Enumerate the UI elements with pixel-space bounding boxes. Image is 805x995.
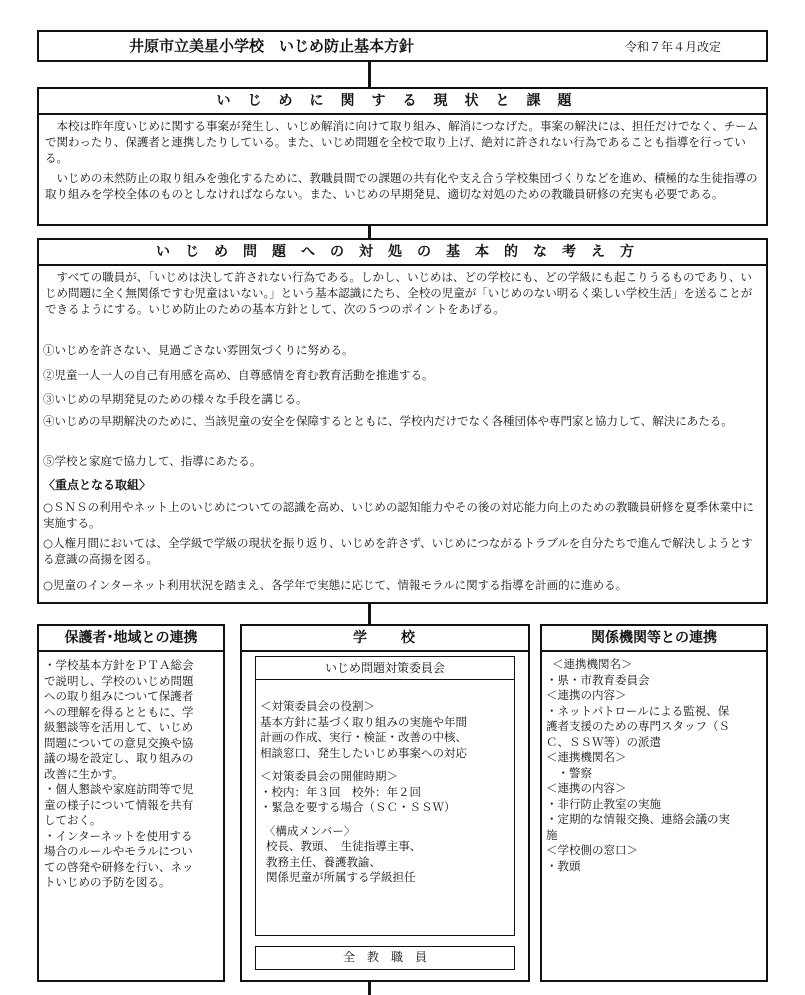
agencies-line: ＜連携機関名＞ <box>546 750 627 764</box>
committee-line: ・校内：年３回 校外：年２回 <box>260 784 421 799</box>
current-paragraph: いじめの未然防止の取り組みを強化するために、教職員間での課題の共有化や支え合う学校集団づくりなどを進め、積極的な生徒指導の取り組みを学校全体のものとしなければならない。また、いじめの早期発見、適切な対処のための教職員研修の充実も必要である。 <box>45 171 758 201</box>
current-paragraph: 本校は昨年度いじめに関する事案が発生し、いじめ解消に向けて取り組み、解消につなげた。事案の解決には、担任だけでなく、チームで関わったり、保護者と連携したりしている。また、いじめ問題を全校で取り上げ、絶対に許されない行為であることも指導を行っている。 <box>45 119 759 165</box>
agencies-line: ＜連携機関名＞ <box>552 657 633 671</box>
committee-line <box>260 761 467 769</box>
point-item: ④いじめの早期解決のために、当該児童の安全を保障するとともに、学校内だけでなく各種団体や専門家と協力して、解決にあたる。 <box>43 414 733 428</box>
committee-line: 基本方針に基づく取り組みの実施や年間 <box>260 714 467 729</box>
point-item: ③いじめの早期発見のための様々な手段を講じる。 <box>43 392 308 406</box>
guardians-line: への取り組みについて保護者 <box>44 689 194 703</box>
connector-line <box>368 62 371 87</box>
current-situation-heading: いじめに関する現状と課題 <box>39 89 766 115</box>
guardians-heading: 保護者･地域との連携 <box>39 626 223 652</box>
committee-line: 関係児童が所属する学級担任 <box>266 870 416 884</box>
approach-section <box>37 238 768 604</box>
guardians-text <box>44 658 194 891</box>
agencies-text <box>546 657 730 874</box>
agencies-line: Ｃ、ＳＳＷ等）の派遣 <box>546 734 661 749</box>
guardians-line: 改善に生かす。 <box>44 766 124 781</box>
guardians-line: ・個人懇談や家庭訪問等で児 <box>44 782 194 796</box>
guardians-line: への理解を得るとともに、学 <box>44 704 194 719</box>
all-staff-label: 全 教 職 員 <box>342 950 427 964</box>
revision-date: 令和７年４月改定 <box>625 40 722 54</box>
agencies-heading: 関係機関等との連携 <box>542 626 766 652</box>
focus-item: ○人権月間においては、全学級で学級の現状を振り返り、いじめを許さず、いじめにつながるトラブルを自分たちで進んで解決しようとする意識の高揚を図る。 <box>43 536 753 566</box>
agencies-line: 施 <box>546 827 558 842</box>
point-item: ⑤学校と家庭で協力して、指導にあたる。 <box>43 454 262 468</box>
guardians-section <box>37 624 225 982</box>
approach-heading: いじめ問題への対処の基本的な考え方 <box>39 240 766 266</box>
agencies-line: ・定期的な情報交換、連絡会議の実 <box>546 812 730 826</box>
focus-item: ○ＳＮＳの利用やネット上のいじめについての認識を高め、いじめの認知能力やその後の対応能力向上のための教職員研修を夏季休業中に実施する。 <box>43 500 754 530</box>
title-box <box>37 30 768 62</box>
agencies-line: ・県・市教育委員会 <box>546 672 650 687</box>
committee-line: 〈構成メンバー〉 <box>264 823 356 838</box>
point-item: ②児童一人一人の自己有用感を高め、自尊感情を育む教育活動を推進する。 <box>43 368 434 382</box>
guardians-line: ・インターネットを使用する <box>44 828 193 843</box>
committee-line: ・緊急を要する場合（ＳＣ・ＳＳＷ） <box>260 800 456 814</box>
school-heading: 学 校 <box>242 626 528 652</box>
committee-line: 校長、教頭、 生徒指導主事、 <box>266 839 422 853</box>
agencies-line: ・非行防止教室の実施 <box>546 796 661 811</box>
agencies-line: ＜連携の内容＞ <box>546 688 627 702</box>
committee-line: 教務主任、養護教諭、 <box>266 854 381 869</box>
connector-line <box>368 982 371 995</box>
agencies-line: ・ネットパトロールによる監視、保 <box>546 703 730 718</box>
school-section <box>240 624 530 982</box>
guardians-line: 童の様子について情報を共有 <box>44 797 194 812</box>
committee-line: ＜対策委員会の開催時期＞ <box>260 769 398 783</box>
current-situation-section <box>37 87 768 226</box>
agencies-section <box>540 624 768 982</box>
approach-intro: すべての職員が、「いじめは決して許されない行為である。しかし、いじめは、どの学校にも、どの学級にも起こりうるものであり、いじめ問題に全く無関係ですむ児童はいない。」という基本認識にたち、全校の児童が「いじめのない明るく楽しい学校生活」を送ることができるようにする。いじめ防止のための基本方針として、次の５つのポイントをあげる。 <box>45 270 753 316</box>
committee-line: ＜対策委員会の役割＞ <box>260 699 375 713</box>
agencies-line: ＜連携の内容＞ <box>546 781 627 795</box>
point-item: ①いじめを許さない、見過ごさない雰囲気づくりに努める。 <box>43 343 354 357</box>
guardians-line: ての啓発や研修を行い、ネッ <box>44 859 194 874</box>
focus-item: ○児童のインターネット利用状況を踏まえ、各学年で実態に応じて、情報モラルに関する指導を計画的に進める。 <box>43 578 628 592</box>
focus-heading: 〈重点となる取組〉 <box>43 478 152 492</box>
guardians-line: 議の場を設定し、取り組みの <box>44 751 194 765</box>
guardians-line: トいじめの予防を図る。 <box>44 875 171 889</box>
guardians-line: 場合のルールやモラルについ <box>44 844 193 858</box>
connector-line <box>368 604 371 624</box>
agencies-line: ・警察 <box>546 765 592 780</box>
guardians-line: ・学校基本方針をＰＴＡ総会 <box>44 658 194 672</box>
page-title: 井原市立美星小学校 いじめ防止基本方針 <box>129 37 415 55</box>
guardians-line: 問題についての意見交換や協 <box>44 735 194 750</box>
committee-title: いじめ問題対策委員会 <box>256 657 514 680</box>
connector-line <box>368 226 371 238</box>
agencies-line: 護者支援のための専門スタッフ（Ｓ <box>546 719 730 733</box>
guardians-line: しておく。 <box>44 813 102 827</box>
committee-line <box>260 816 467 824</box>
agencies-line: ＜学校側の窓口＞ <box>546 843 638 857</box>
committee-line: 相談窓口、発生したいじめ事案への対応 <box>260 745 467 760</box>
committee-text <box>260 699 467 886</box>
committee-box <box>255 656 515 936</box>
agencies-line: ・教頭 <box>546 858 581 873</box>
guardians-line: で説明し、学校のいじめ問題 <box>44 673 194 688</box>
committee-line: 計画の作成、実行・検証・改善の中核、 <box>260 730 467 744</box>
guardians-line: 級懇談等を活用して、いじめ <box>44 720 194 734</box>
all-staff-box <box>255 946 515 970</box>
